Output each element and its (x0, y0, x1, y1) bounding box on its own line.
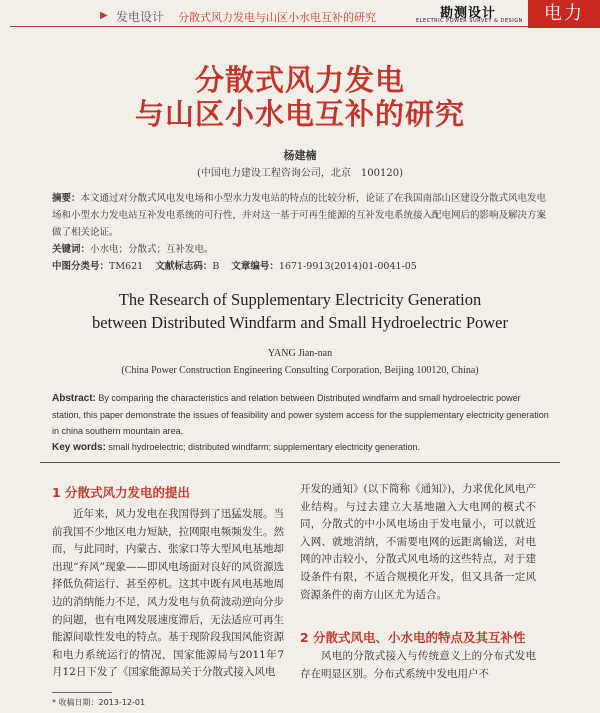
classification-label: 中图分类号： (52, 261, 110, 272)
keywords-cn (52, 241, 214, 255)
title-cn-line1: 分散式风力发电 (194, 63, 405, 97)
author-en: YANG Jian-nan (267, 348, 333, 359)
article-id-value: 1671-9913(2014)01-0041-05 (278, 261, 417, 272)
footnote-rule (52, 692, 112, 693)
article-id-label: 文章编号： (231, 261, 279, 272)
section2-heading: 2 分散式风电、小水电的特点及其互补性 (300, 630, 526, 645)
doc-code-value: B (212, 261, 220, 272)
abstract-cn (52, 190, 552, 241)
title-en-line1: The Research of Supplementary Electricity Generation (118, 290, 482, 309)
abstract-en (52, 390, 552, 456)
title-cn-line2: 与山区小水电互补的研究 (134, 97, 465, 131)
doc-code-label: 文献标志码： (155, 261, 213, 272)
abstract-cn-text: 本文通过对分散式风电发电场和小型水力发电站的特点的比较分析，论证了在我国南部山区建设分散式风电发电场和小型水力发电站互补发电系统的可行性，并对这一基于可再生能源的互补发电系统接入配电网后的影响及解决方案做了相关论证。 (52, 193, 547, 238)
abstract-en-text: By comparing the characteristics and relation between Distributed windfarm and small hydroelectric power station, this paper demonstrate the issues of feasibility and power system access for the supplementary electricity generation in china southern mountain area. (52, 393, 549, 436)
title-en-line2: between Distributed Windfarm and Small Hydroelectric Power (92, 313, 508, 332)
section1-heading: 1 分散式风力发电的提出 (52, 485, 191, 500)
section1-right-para: 开发的通知》(以下简称《通知》)，力求优化风电产业结构。与过去建立大基地融入大电网的模式不同，分散式的中小风电场由于发电量小，可以就近入网、就地消纳，不需要电网的远距离输送，对电网的冲击较小，分散式风电场的这些特点，对于建设条件有限，不适合规模化开发，但又具备一定风资源条件的南方山区尤为适合。 (300, 483, 536, 601)
header-section: 发电设计 (116, 10, 165, 24)
header-badge: 电力 (528, 0, 600, 28)
header-arrow-icon: ▶ (100, 10, 108, 21)
section2-para: 风电的分散式接入与传统意义上的分布式发电存在明显区别。分布式系统中发电用户不 (300, 650, 536, 680)
header-running-title: 分散式风力发电与山区小水电互补的研究 (178, 11, 376, 24)
header-brand: 勘测设计 (440, 6, 497, 21)
abstract-en-label: Abstract: (52, 393, 96, 404)
author-cn: 杨建楠 (283, 149, 317, 162)
affiliation-en: (China Power Construction Engineering Consulting Corporation, Beijing 100120, China) (121, 365, 479, 376)
classification-value: TM621 (109, 261, 144, 272)
header-rule (10, 26, 540, 27)
affiliation-cn: (中国电力建设工程咨询公司，北京 100120) (197, 168, 403, 179)
classification-line (52, 258, 417, 272)
section1-left-para: 近年来，风力发电在我国得到了迅猛发展。当前我国不少地区电力短缺，拉网限电频频发生。然而，与此同时，内蒙古、张家口等大型风电基地却出现“弃风”现象——即风电场面对良好的风资源选择低负荷运行、甚至停机。这其中既有风电基地周边的消纳能力不足，风力发电与负荷波动逆向分步的问题，也有电网发展速度滞后，无法适应可再生能源间歇性发电的特点。基于现阶段我国风能资源和电力系统运行的情况，国家能源局与2011年7月12日下发了《国家能源局关于分散式接入风电 (52, 508, 284, 679)
divider (40, 462, 560, 463)
abstract-cn-label: 摘要： (52, 193, 81, 204)
header-brand-subtitle: ELECTRIC POWER SURVEY & DESIGN (416, 18, 523, 24)
keywords-cn-text: 小水电；分散式；互补发电。 (90, 244, 214, 255)
footnote: * 收稿日期：2013-12-01 (52, 698, 146, 707)
keywords-cn-label: 关键词： (52, 244, 91, 255)
keywords-en-text: small hydroelectric; distributed windfarm; supplementary electricity generation. (108, 442, 421, 452)
keywords-en-label: Key words: (52, 442, 106, 453)
